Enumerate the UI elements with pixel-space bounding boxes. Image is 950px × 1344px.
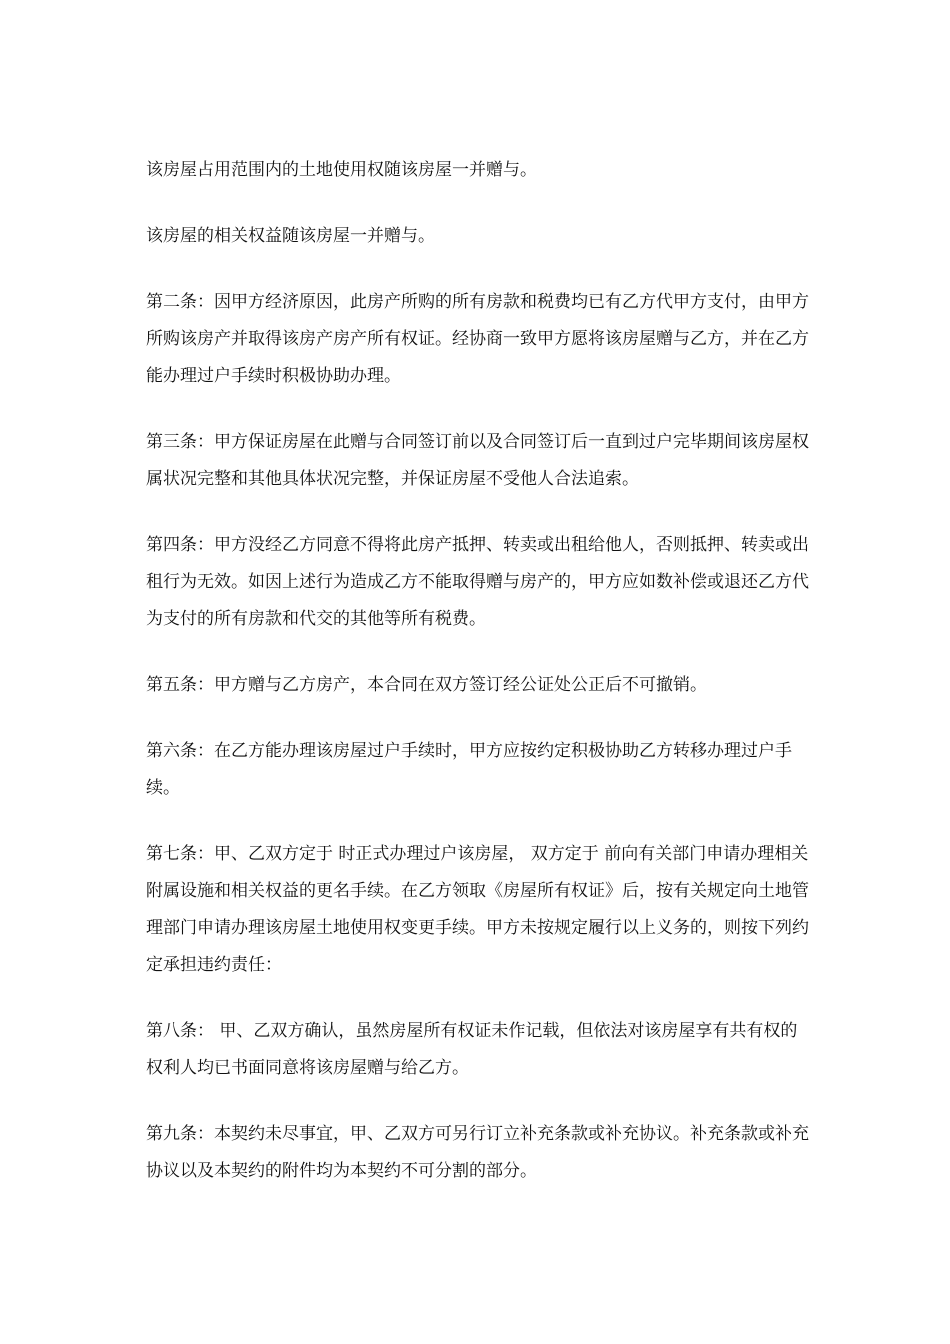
paragraph-article-3: 第三条：甲方保证房屋在此赠与合同签订前以及合同签订后一直到过户完毕期间该房屋权属状况完整和其他具体状况完整，并保证房屋不受他人合法追索。 <box>146 432 809 489</box>
paragraph-article-5: 第五条：甲方赠与乙方房产，本合同在双方签订经公证处公正后不可撤销。 <box>146 675 707 695</box>
paragraph-article-2: 第二条：因甲方经济原因，此房产所购的所有房款和税费均已有乙方代甲方支付，由甲方所购该房产并取得该房产房产所有权证。经协商一致甲方愿将该房屋赠与乙方，并在乙方能办理过户手续时积极协助办理。 <box>146 292 809 386</box>
paragraph-article-8: 第八条： 甲、乙双方确认，虽然房屋所有权证未作记载，但依法对该房屋享有共有权的权利人均已书面同意将该房屋赠与给乙方。 <box>146 1021 798 1078</box>
document-body <box>146 152 811 1219</box>
paragraph-article-7: 第七条：甲、乙双方定于 时正式办理过户该房屋， 双方定于 前向有关部门申请办理相关附属设施和相关权益的更名手续。在乙方领取《房屋所有权证》后，按有关规定向土地管理部门申请办理该房屋土地使用权变更手续。甲方未按规定履行以上义务的，则按下列约定承担违约责任： <box>146 844 809 975</box>
paragraph-article-9: 第九条：本契约未尽事宜，甲、乙双方可另行订立补充条款或补充协议。补充条款或补充协议以及本契约的附件均为本契约不可分割的部分。 <box>146 1124 809 1181</box>
paragraph-related-rights: 该房屋的相关权益随该房屋一并赠与。 <box>146 226 435 246</box>
paragraph-article-4: 第四条：甲方没经乙方同意不得将此房产抵押、转卖或出租给他人，否则抵押、转卖或出租行为无效。如因上述行为造成乙方不能取得赠与房产的，甲方应如数补偿或退还乙方代为支付的所有房款和代交的其他等所有税费。 <box>146 535 809 629</box>
paragraph-land-use-right: 该房屋占用范围内的土地使用权随该房屋一并赠与。 <box>146 160 537 180</box>
paragraph-article-6: 第六条：在乙方能办理该房屋过户手续时，甲方应按约定积极协助乙方转移办理过户手续。 <box>146 741 792 798</box>
